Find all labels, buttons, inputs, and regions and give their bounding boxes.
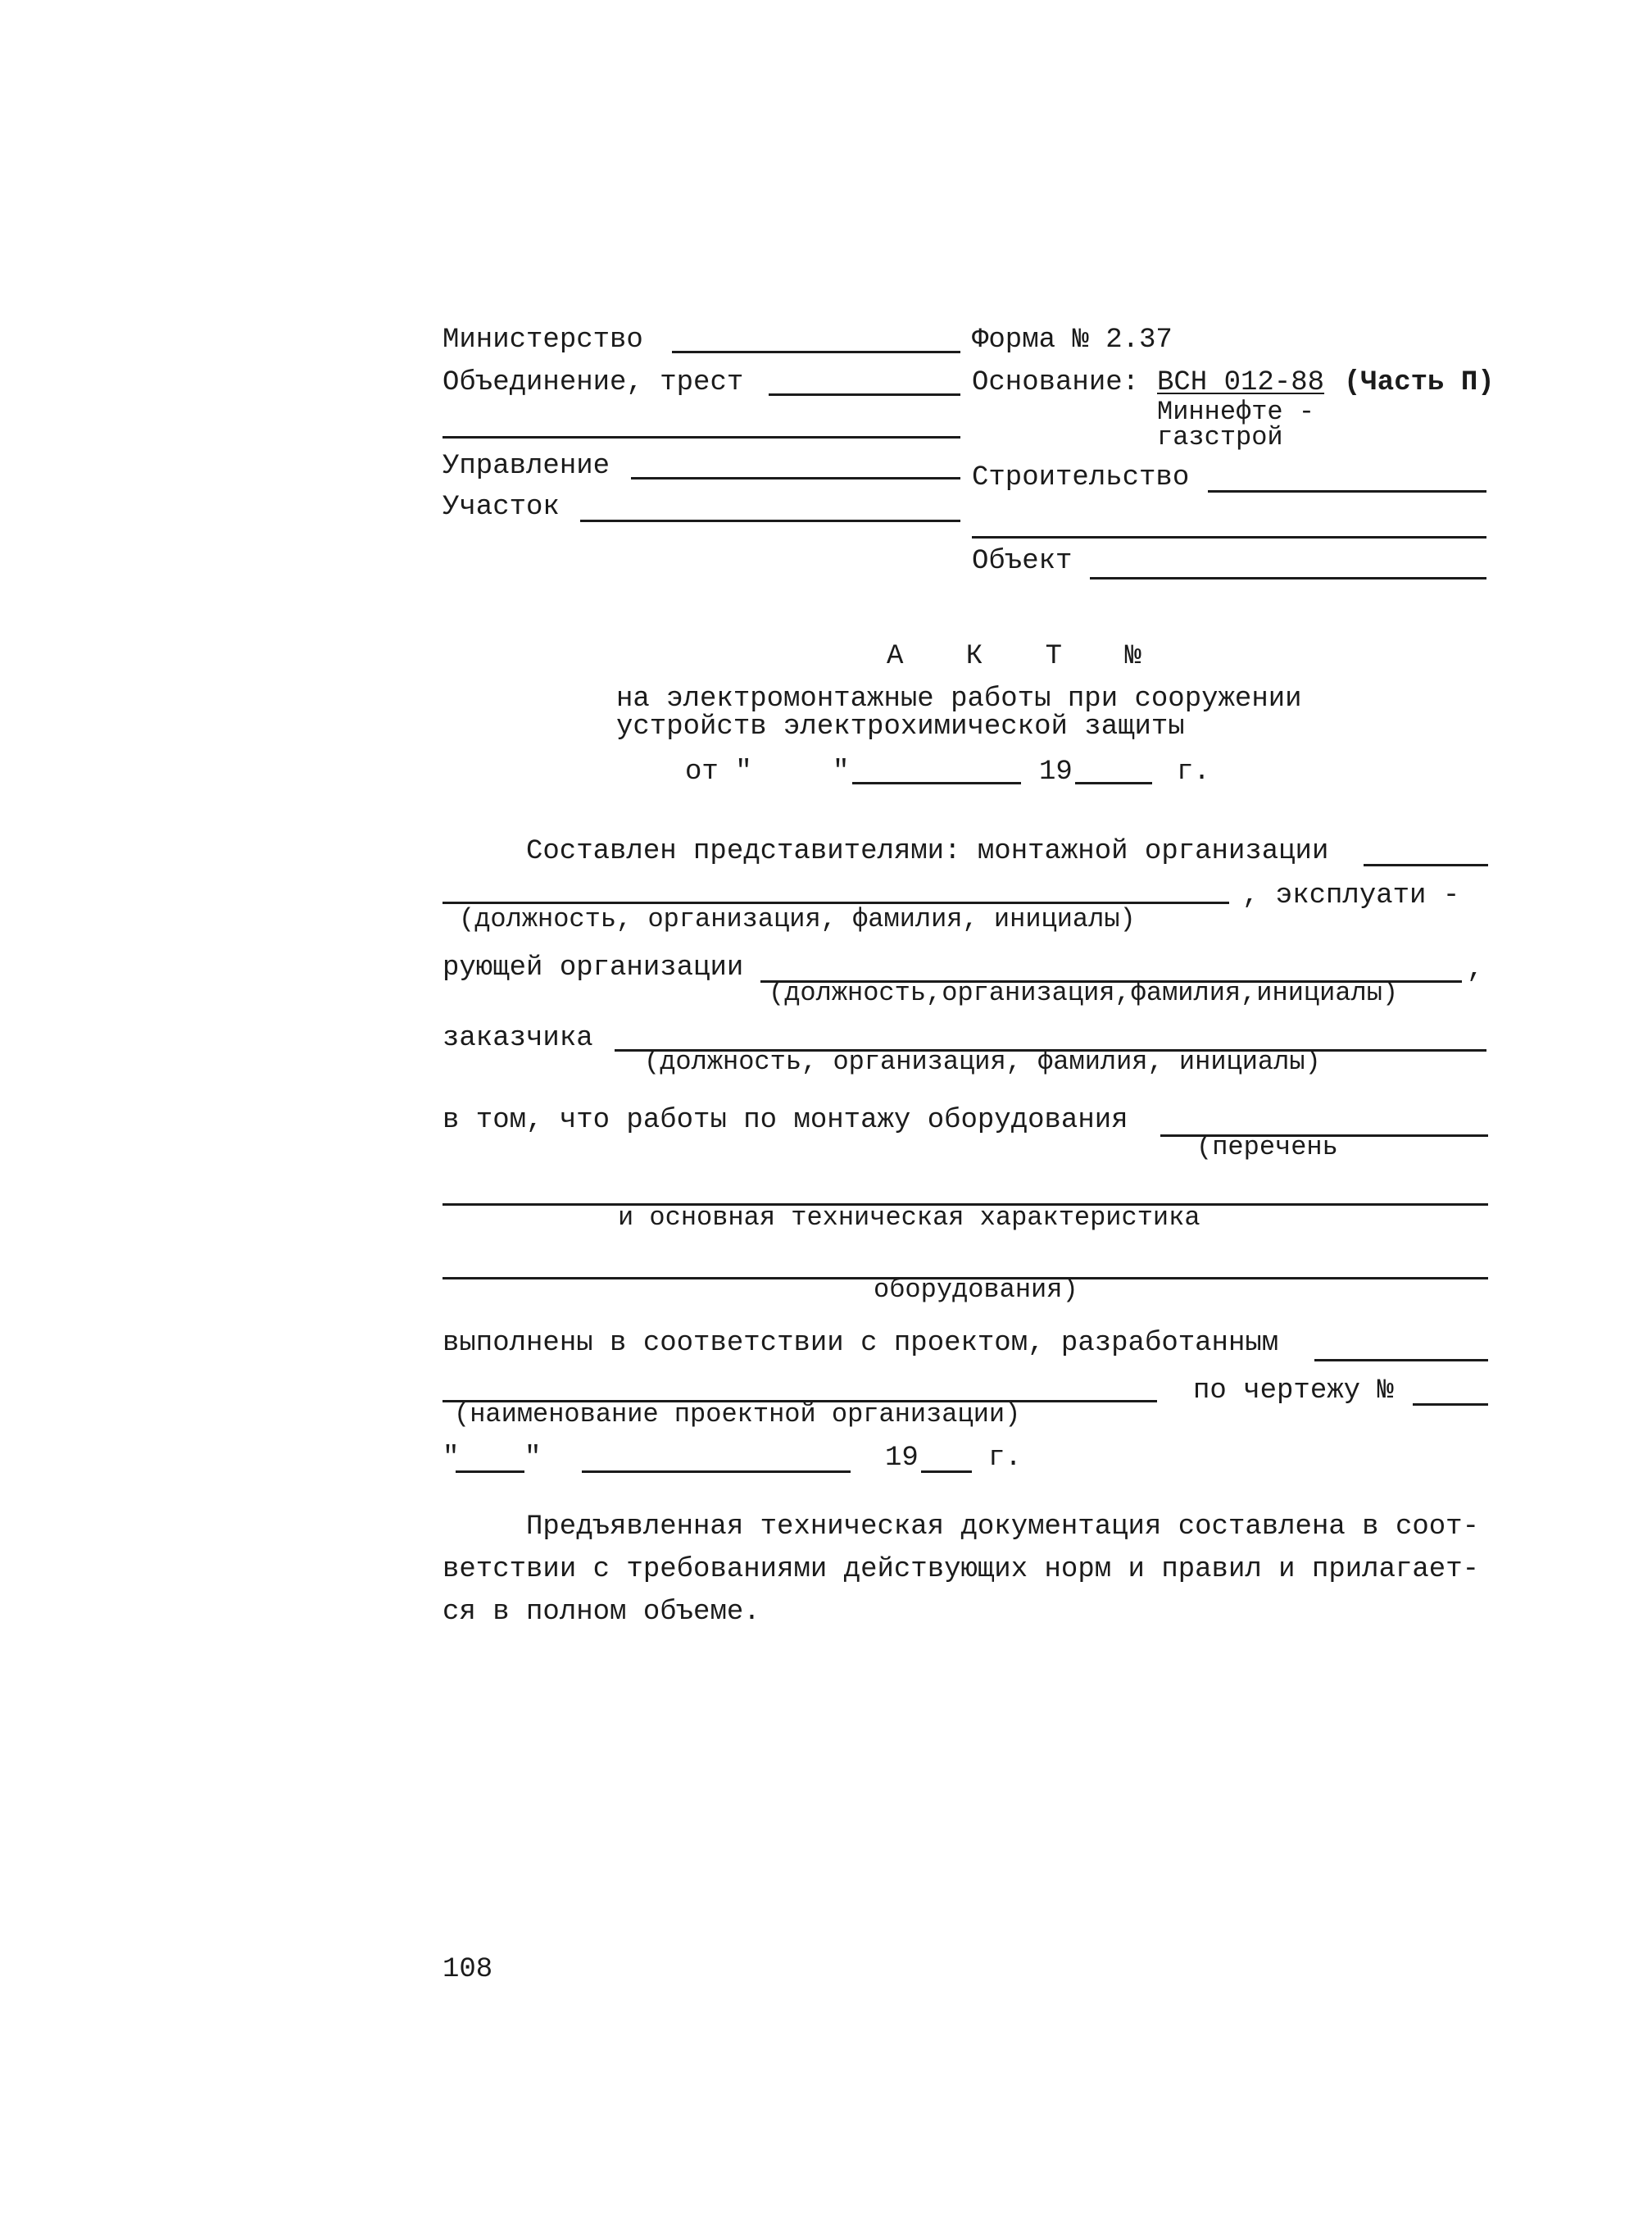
- operating-tail: , эксплуати -: [1242, 880, 1460, 911]
- operating-comma: ,: [1467, 954, 1484, 985]
- date-quote-close: ": [833, 757, 850, 788]
- year-prefix: 19: [885, 1443, 919, 1474]
- caption-design-org: (наименование проектной организации): [454, 1399, 1021, 1429]
- design-org-line-a[interactable]: [1314, 1359, 1488, 1361]
- paragraph-line-1: Предъявленная техническая документация составлена в соот-: [526, 1511, 1479, 1543]
- operating-org-label: рующей организации: [442, 952, 744, 984]
- section-label: Участок: [442, 492, 560, 523]
- day-line[interactable]: [456, 1470, 524, 1473]
- caption-list: (перечень: [1196, 1132, 1338, 1162]
- construction-label: Строительство: [972, 462, 1190, 493]
- caption-operating-rep: (должность,организация,фамилия,инициалы): [769, 978, 1399, 1008]
- caption-tech-spec: и основная техническая характеристика: [618, 1202, 1200, 1233]
- compiled-line: Составлен представителями: монтажной организации: [526, 836, 1329, 867]
- paragraph-line-2: ветствии с требованиями действующих норм и правил и прилагает-: [442, 1554, 1480, 1585]
- date-year-line[interactable]: [1075, 782, 1152, 784]
- quote-close: ": [524, 1443, 542, 1474]
- ministry-line[interactable]: [672, 351, 960, 353]
- association-label: Объединение, трест: [442, 367, 744, 398]
- date-from: от ": [685, 757, 752, 788]
- caption-customer-rep: (должность, организация, фамилия, инициалы): [644, 1047, 1321, 1077]
- drawing-label: по чертежу №: [1193, 1375, 1394, 1407]
- equipment-line: в том, что работы по монтажу оборудования: [442, 1105, 1128, 1136]
- quote-open: ": [442, 1443, 460, 1474]
- basis-code: ВСН 012-88: [1157, 367, 1325, 398]
- paragraph-line-3: ся в полном объеме.: [442, 1597, 760, 1628]
- date-month-line[interactable]: [852, 782, 1021, 784]
- basis-org-line1: Миннефте -: [1157, 397, 1315, 427]
- date-g: г.: [1177, 757, 1210, 788]
- drawing-number-line[interactable]: [1413, 1403, 1488, 1406]
- date-year: 19: [1039, 757, 1073, 788]
- month-line[interactable]: [582, 1470, 851, 1473]
- form-number: Форма № 2.37: [972, 325, 1173, 356]
- ministry-label: Министерство: [442, 325, 643, 356]
- object-line[interactable]: [1090, 577, 1486, 579]
- caption-assembly-rep: (должность, организация, фамилия, инициалы): [459, 904, 1136, 934]
- association-line-2[interactable]: [442, 436, 960, 439]
- customer-label: заказчика: [442, 1023, 593, 1054]
- page-number: 108: [442, 1954, 493, 1985]
- basis-label: Основание:: [972, 367, 1140, 398]
- construction-line[interactable]: [1208, 490, 1486, 493]
- construction-line-2[interactable]: [972, 536, 1486, 539]
- act-subtitle-1: на электромонтажные работы при сооружении: [616, 684, 1302, 715]
- assembly-org-line[interactable]: [1364, 864, 1488, 866]
- act-heading: А К Т №: [887, 641, 1164, 672]
- performed-line: выполнены в соответствии с проектом, разработанным: [442, 1328, 1279, 1359]
- association-line[interactable]: [769, 393, 960, 396]
- year-g: г.: [988, 1443, 1022, 1474]
- object-label: Объект: [972, 546, 1073, 577]
- basis-org-line2: газстрой: [1157, 422, 1283, 452]
- directorate-label: Управление: [442, 451, 610, 482]
- year-line[interactable]: [921, 1470, 972, 1473]
- section-line[interactable]: [580, 520, 960, 522]
- act-subtitle-2: устройств электрохимической защиты: [616, 711, 1185, 743]
- caption-equipment: оборудования): [874, 1275, 1078, 1305]
- directorate-line[interactable]: [631, 477, 960, 479]
- basis-part: (Часть П): [1344, 367, 1495, 398]
